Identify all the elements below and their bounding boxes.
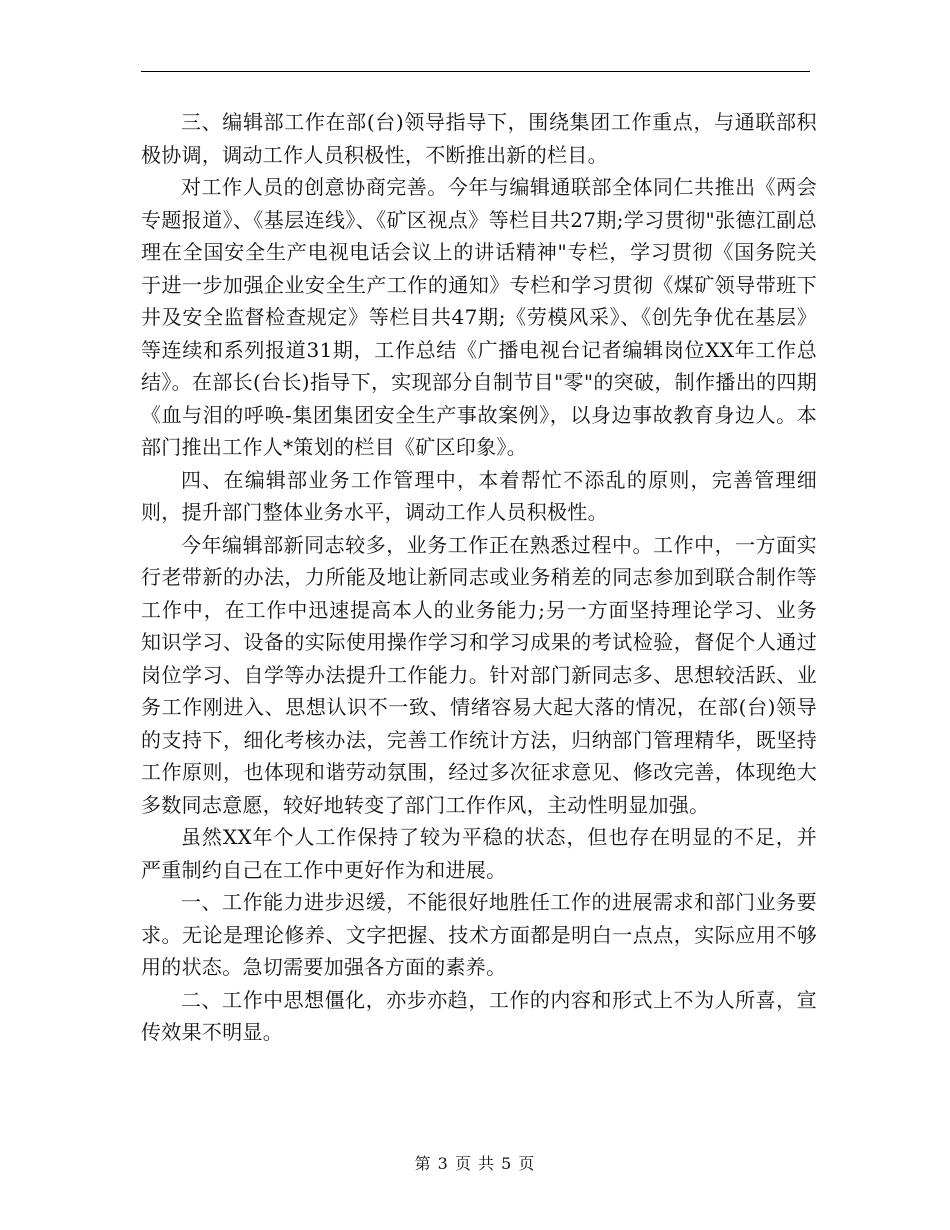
paragraph-shortcomings: 虽然XX年个人工作保持了较为平稳的状态，但也存在明显的不足，并严重制约自己在工作中更好作为和进展。 — [141, 825, 817, 882]
paragraph-management: 四、在编辑部业务工作管理中，本着帮忙不添乱的原则，完善管理细则，提升部门整体业务水平，调动工作人员积极性。 — [141, 467, 817, 524]
paragraph-new-staff: 今年编辑部新同志较多，业务工作正在熟悉过程中。工作中，一方面实行老带新的办法，力所能及地让新同志或业务稍差的同志参加到联合制作等工作中，在工作中迅速提高本人的业务能力;另一方面坚持理论学习、业务知识学习、设备的实际使用操作学习和学习成果的考试检验，督促个人通过岗位学习、自学等办法提升工作能力。针对部门新同志多、思想较活跃、业务工作刚进入、思想认识不一致、情绪容易大起大落的情况，在部(台)领导的支持下，细化考核办法，完善工作统计方法，归纳部门管理精华，既坚持工作原则，也体现和谐劳动氛围，经过多次征求意见、修改完善，体现绝大多数同志意愿，较好地转变了部门工作作风，主动性明显加强。 — [141, 532, 817, 817]
paragraph-ability: 一、工作能力进步迟缓，不能很好地胜任工作的进展需求和部门业务要求。无论是理论修养、文字把握、技术方面都是明白一点点，实际应用不够用的状态。急切需要加强各方面的素养。 — [141, 890, 817, 979]
header-rule — [141, 71, 810, 72]
paragraph-column-summary: 对工作人员的创意协商完善。今年与编辑通联部全体同仁共推出《两会专题报道》、《基层连线》、《矿区视点》等栏目共27期;学习贯彻"张德江副总理在全国安全生产电视电话会议上的讲话精神"专栏，学习贯彻《国务院关于进一步加强企业安全生产工作的通知》专栏和学习贯彻《煤矿领导带班下井及安全监督检查规定》等栏目共47期;《劳模风采》、《创先争优在基层》等连续和系列报道31期，工作总结《广播电视台记者编辑岗位XX年工作总结》。在部长(台长)指导下，实现部分自制节目"零"的突破，制作播出的四期《血与泪的呼唤-集团集团安全生产事故案例》，以身边事故教育身边人。本部门推出工作人*策划的栏目《矿区印象》。 — [141, 175, 817, 459]
paragraph-editorial-work: 三、编辑部工作在部(台)领导指导下，围绕集团工作重点，与通联部积极协调，调动工作人员积极性，不断推出新的栏目。 — [141, 110, 817, 167]
paragraph-thinking: 二、工作中思想僵化，亦步亦趋，工作的内容和形式上不为人所喜，宣传效果不明显。 — [141, 987, 817, 1044]
document-body — [141, 106, 817, 1049]
page-number: 第 3 页 共 5 页 — [414, 1154, 536, 1173]
